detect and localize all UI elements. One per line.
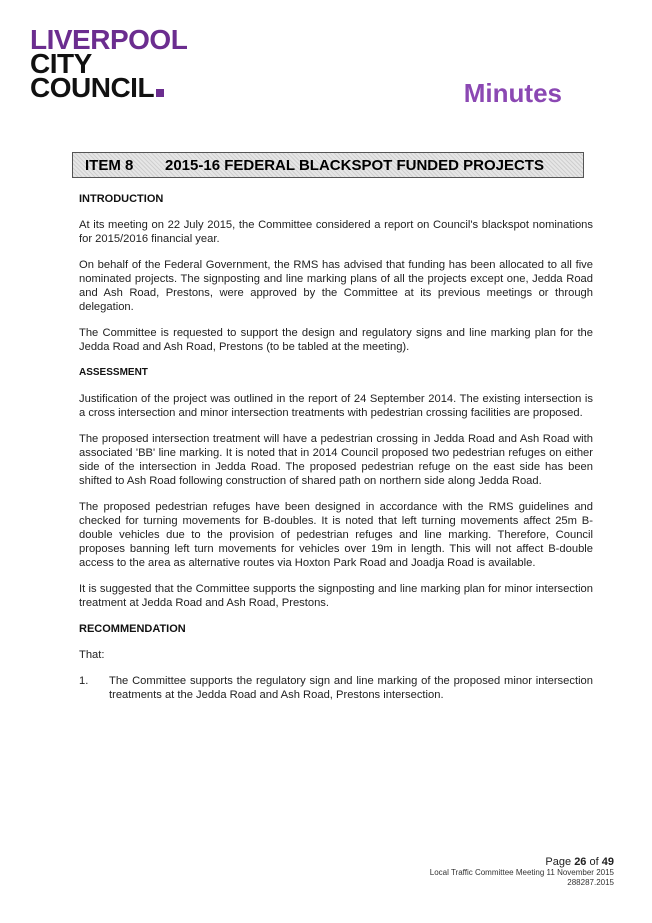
recommendation-intro: That:: [79, 649, 105, 661]
document-reference: 288287.2015: [567, 878, 614, 887]
item-title: 2015-16 FEDERAL BLACKSPOT FUNDED PROJECTS: [165, 156, 544, 174]
recommendation-item: [79, 674, 593, 702]
section-heading-assessment: ASSESSMENT: [79, 367, 148, 378]
document-body: [79, 192, 593, 702]
council-logo: [30, 24, 188, 103]
section-heading-recommendation: RECOMMENDATION: [79, 623, 186, 635]
page-number: [430, 856, 614, 868]
paragraph: The proposed intersection treatment will have a pedestrian crossing in Jedda Road and Ash Road with associated 'BB' line marking. It is noted that in 2014 Council proposed two pedestrian refuges on either side of the intersection in Jedda Road. The proposed pedestrian refuge on the east side has been shifted to Ash Road following construction of shared path on northern side along Jedda Road.: [79, 433, 593, 487]
paragraph: Justification of the project was outlined in the report of 24 September 2014. The existing intersection is a cross intersection and minor intersection treatments with pedestrian crossing facilities are proposed.: [79, 393, 593, 419]
logo-dot-icon: [156, 89, 164, 97]
section-heading-introduction: INTRODUCTION: [79, 193, 164, 205]
recommendation-number: 1.: [79, 675, 89, 687]
page-prefix: Page: [545, 856, 572, 868]
paragraph: The proposed pedestrian refuges have been designed in accordance with the RMS guidelines and checked for turning movements for B-doubles. It is noted that left turning movements affect 25m B-double vehicles due to the provision of pedestrian refuges and line marking. Therefore, Council proposes banning left turn movements for vehicles over 19m in length. This will not affect B-double access to the area as alternative routes via Hoxton Park Road and Joadja Road is available.: [79, 501, 593, 569]
page-current: 26: [574, 856, 587, 868]
page-total: 49: [601, 856, 614, 868]
paragraph: On behalf of the Federal Government, the RMS has advised that funding has been allocated to all five nominated projects. The signposting and line marking plans of all the projects except one, Jedda Road and Ash Road, Prestons, were approved by the Committee at its previous meetings or through delegation.: [79, 259, 593, 313]
page-of: of: [589, 856, 599, 868]
recommendation-text: The Committee supports the regulatory sign and line marking of the proposed minor intersection treatments at the Jedda Road and Ash Road, Prestons intersection.: [109, 675, 593, 701]
logo-line-liverpool: LIVERPOOL: [30, 24, 188, 55]
page-footer: [430, 856, 614, 888]
logo-line-council-text: COUNCIL: [30, 72, 155, 103]
meeting-reference: Local Traffic Committee Meeting 11 November 2015: [429, 868, 614, 877]
item-number: ITEM 8: [85, 156, 134, 174]
logo-line-council: [30, 72, 187, 103]
paragraph: It is suggested that the Committee supports the signposting and line marking plan for minor intersection treatment at Jedda Road and Ash Road, Prestons.: [79, 583, 593, 609]
item-title-bar: [72, 152, 584, 178]
document-type-title: Minutes: [463, 78, 562, 108]
paragraph: At its meeting on 22 July 2015, the Committee considered a report on Council's blackspot nominations for 2015/2016 financial year.: [79, 219, 593, 245]
paragraph: The Committee is requested to support the design and regulatory signs and line marking plan for the Jedda Road and Ash Road, Prestons (to be tabled at the meeting).: [79, 327, 593, 353]
logo-line-city: CITY: [30, 48, 92, 79]
